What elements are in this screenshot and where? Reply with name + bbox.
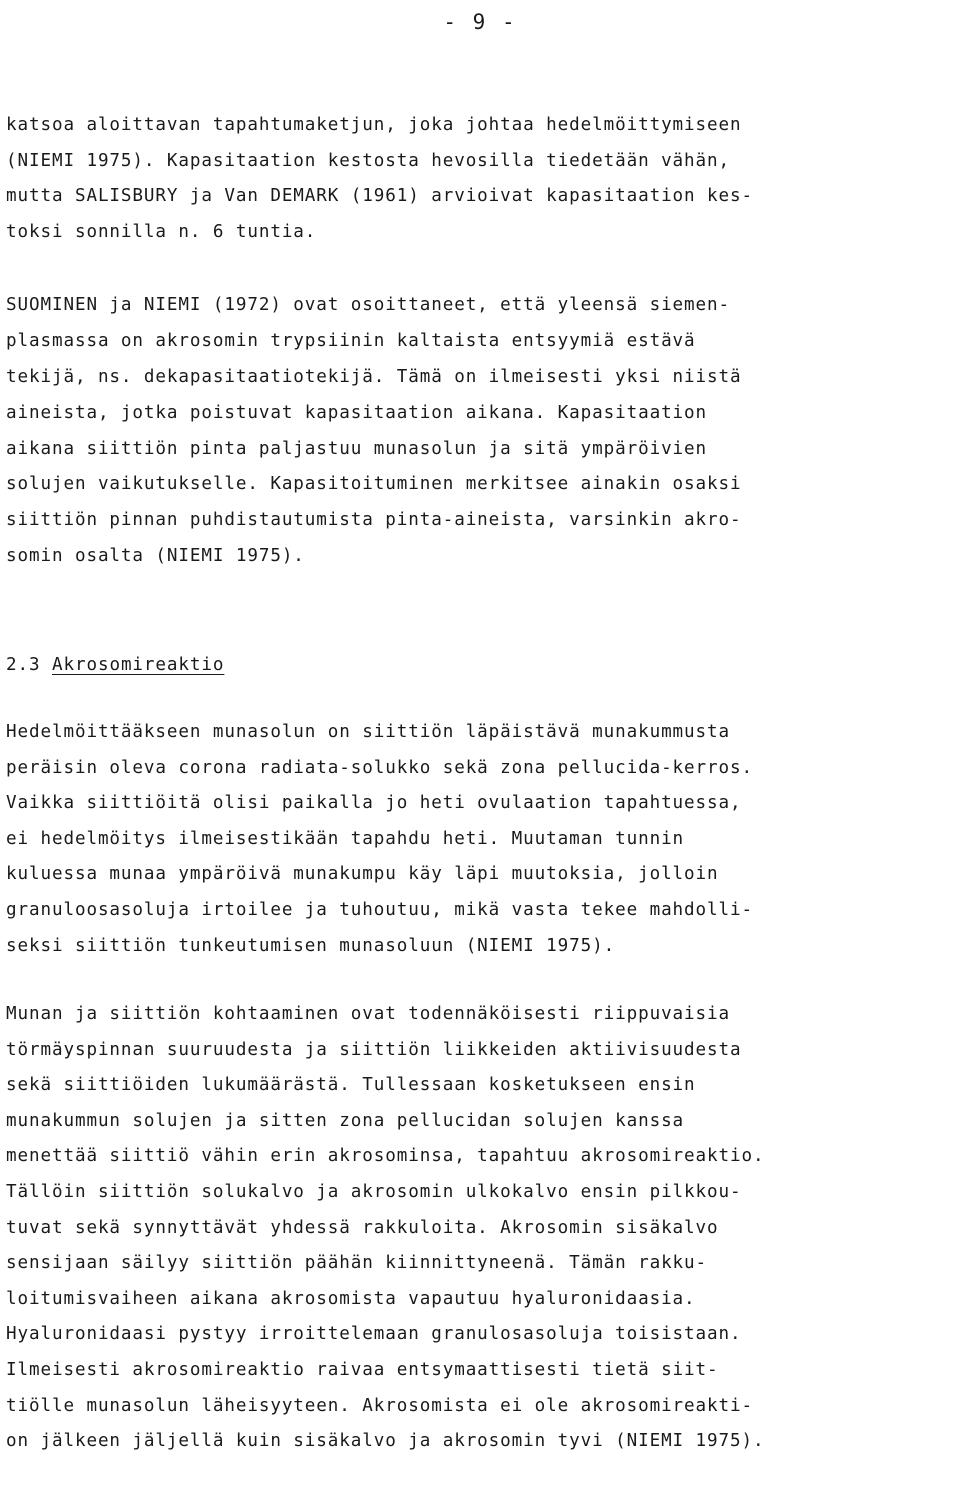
text-line: tekijä, ns. dekapasitaatiotekijä. Tämä on ilmeisesti yksi niistä xyxy=(6,366,742,387)
text-line: seksi siittiön tunkeutumisen munasoluun (NIEMI 1975). xyxy=(6,935,616,956)
text-line: on jälkeen jäljellä kuin sisäkalvo ja akrosomin tyvi (NIEMI 1975). xyxy=(6,1431,765,1452)
text-line: sensijaan säilyy siittiön päähän kiinnittyneenä. Tämän rakku- xyxy=(6,1253,708,1274)
text-line: granuloosasoluja irtoilee ja tuhoutuu, mikä vasta tekee mahdolli- xyxy=(6,899,754,920)
text-line: aineista, jotka poistuvat kapasitaation aikana. Kapasitaation xyxy=(6,402,708,423)
text-line: (NIEMI 1975). Kapasitaation kestosta hevosilla tiedetään vähän, xyxy=(6,150,731,171)
paragraph-3 xyxy=(6,715,956,964)
text-line: peräisin oleva corona radiata-solukko sekä zona pellucida-kerros. xyxy=(6,757,754,778)
text-line: törmäyspinnan suuruudesta ja siittiön liikkeiden aktiivisuudesta xyxy=(6,1039,742,1060)
page-number: - 9 - xyxy=(443,10,517,34)
text-line: SUOMINEN ja NIEMI (1972) ovat osoittaneet, että yleensä siemen- xyxy=(6,295,731,315)
paragraph-2 xyxy=(6,288,956,575)
text-line: plasmassa on akrosomin trypsiinin kaltaista entsyymiä estävä xyxy=(6,330,696,351)
text-line: Vaikka siittiöitä olisi paikalla jo heti ovulaation tapahtuessa, xyxy=(6,793,742,814)
text-line: katsoa aloittavan tapahtumaketjun, joka johtaa hedelmöittymiseen xyxy=(6,115,742,135)
text-line: Munan ja siittiön kohtaaminen ovat todennäköisesti riippuvaisia xyxy=(6,1004,731,1024)
text-line: kuluessa munaa ympäröivä munakumpu käy läpi muutoksia, jolloin xyxy=(6,864,719,885)
text-line: sekä siittiöiden lukumäärästä. Tullessaan kosketukseen ensin xyxy=(6,1075,696,1096)
text-line: tuvat sekä synnyttävät yhdessä rakkuloita. Akrosomin sisäkalvo xyxy=(6,1217,719,1238)
text-line: solujen vaikutukselle. Kapasitoituminen merkitsee ainakin osaksi xyxy=(6,474,742,495)
text-line: toksi sonnilla n. 6 tuntia. xyxy=(6,222,317,243)
paragraph-1 xyxy=(6,108,956,251)
text-line: Hedelmöittääkseen munasolun on siittiön läpäistävä munakummusta xyxy=(6,722,731,742)
text-line: menettää siittiö vähin erin akrosominsa, tapahtuu akrosomireaktio. xyxy=(6,1146,765,1167)
text-line: Tällöin siittiön solukalvo ja akrosomin ulkokalvo ensin pilkkou- xyxy=(6,1181,742,1202)
section-number: 2.3 xyxy=(6,655,41,675)
text-line: ei hedelmöitys ilmeisestikään tapahdu heti. Muutaman tunnin xyxy=(6,828,685,849)
text-line: tiölle munasolun läheisyyteen. Akrosomista ei ole akrosomireakti- xyxy=(6,1395,754,1416)
text-line: siittiön pinnan puhdistautumista pinta-aineista, varsinkin akro- xyxy=(6,510,742,531)
text-line: loitumisvaiheen aikana akrosomista vapautuu hyaluronidaasia. xyxy=(6,1288,696,1309)
text-line: munakummun solujen ja sitten zona pellucidan solujen kanssa xyxy=(6,1110,685,1131)
text-line: Ilmeisesti akrosomireaktio raivaa entsymaattisesti tietä siit- xyxy=(6,1359,719,1380)
text-line: mutta SALISBURY ja Van DEMARK (1961) arvioivat kapasitaation kes- xyxy=(6,186,754,207)
section-title: Akrosomireaktio xyxy=(51,655,225,675)
text-line: aikana siittiön pinta paljastuu munasolun ja sitä ympäröivien xyxy=(6,438,708,459)
text-line: Hyaluronidaasi pystyy irroittelemaan granulosasoluja toisistaan. xyxy=(6,1324,742,1345)
paragraph-4 xyxy=(6,997,956,1460)
text-line: somin osalta (NIEMI 1975). xyxy=(6,546,305,567)
section-heading xyxy=(6,648,224,683)
